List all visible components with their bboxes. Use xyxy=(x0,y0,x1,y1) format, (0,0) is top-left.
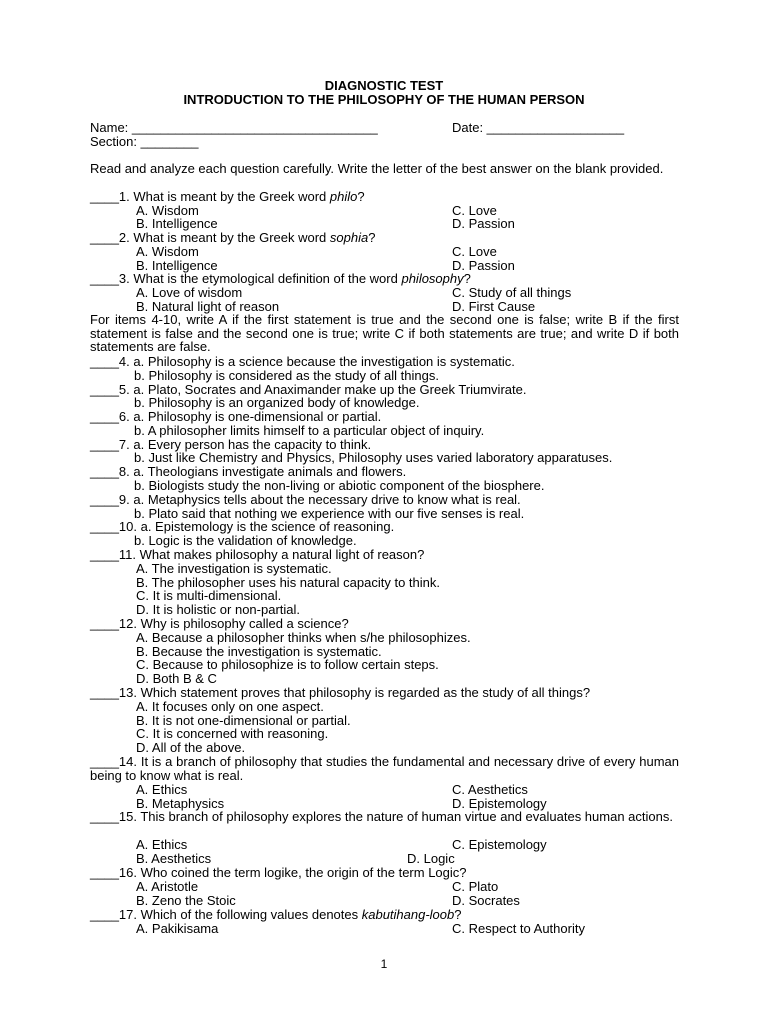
question-14-option-b: B. Metaphysics xyxy=(136,796,225,811)
question-16-stem: ____16. Who coined the term logike, the origin of the term Logic? xyxy=(90,865,467,880)
question-16-option-a: A. Aristotle xyxy=(136,879,199,894)
question-7-statement-b: b. Just like Chemistry and Physics, Philosophy uses varied laboratory apparatuses. xyxy=(134,450,613,465)
question-13-stem: ____13. Which statement proves that philosophy is regarded as the study of all things? xyxy=(90,685,591,700)
question-13-option-b: B. It is not one-dimensional or partial. xyxy=(136,713,351,728)
question-8-statement-a: ____8. a. Theologians investigate animals and flowers. xyxy=(90,464,407,479)
question-1-option-b: B. Intelligence xyxy=(136,216,218,231)
question-9-statement-b: b. Plato said that nothing we experience with our five senses is real. xyxy=(134,506,525,521)
question-3-stem: ____3. What is the etymological definition of the word philosophy? xyxy=(90,271,471,286)
question-11-option-a: A. The investigation is systematic. xyxy=(136,561,332,576)
question-3-option-d: D. First Cause xyxy=(452,299,536,314)
question-3-option-c: C. Study of all things xyxy=(452,285,572,300)
section-field: Section: ________ xyxy=(90,134,199,149)
question-6-statement-b: b. A philosopher limits himself to a particular object of inquiry. xyxy=(134,423,485,438)
question-13-option-d: D. All of the above. xyxy=(136,740,246,755)
question-15-option-a: A. Ethics xyxy=(136,837,188,852)
question-13-option-c: C. It is concerned with reasoning. xyxy=(136,726,329,741)
question-10-statement-b: b. Logic is the validation of knowledge. xyxy=(134,533,357,548)
question-1-option-c: C. Love xyxy=(452,203,497,218)
instructions: Read and analyze each question carefully. Write the letter of the best answer on the blank provided. xyxy=(90,161,664,176)
question-11-option-c: C. It is multi-dimensional. xyxy=(136,588,282,603)
question-15-option-b: B. Aesthetics xyxy=(136,851,212,866)
question-1-stem: ____1. What is meant by the Greek word philo? xyxy=(90,189,365,204)
question-15-stem: ____15. This branch of philosophy explores the nature of human virtue and evaluates human actions. xyxy=(90,809,673,824)
page-number: 1 xyxy=(380,957,388,971)
question-15-option-d: D. Logic xyxy=(407,851,455,866)
question-2-option-d: D. Passion xyxy=(452,258,515,273)
question-13-option-a: A. It focuses only on one aspect. xyxy=(136,699,324,714)
question-12-option-b: B. Because the investigation is systematic. xyxy=(136,644,382,659)
question-2-stem: ____2. What is meant by the Greek word sophia? xyxy=(90,230,376,245)
question-14-option-a: A. Ethics xyxy=(136,782,188,797)
question-15-option-c: C. Epistemology xyxy=(452,837,547,852)
question-5-statement-a: ____5. a. Plato, Socrates and Anaximander make up the Greek Triumvirate. xyxy=(90,382,527,397)
question-16-option-b: B. Zeno the Stoic xyxy=(136,893,236,908)
instructions-items-4-10: For items 4-10, write A if the first statement is true and the second one is false; write B if the first statement is false and the second one is true; write C if both statements are true; and write D if both statements are false. xyxy=(90,312,679,355)
question-11-option-d: D. It is holistic or non-partial. xyxy=(136,602,301,617)
question-14-stem: ____14. It is a branch of philosophy that studies the fundamental and necessary drive of every human being to know what is real. xyxy=(90,754,679,783)
question-11-option-b: B. The philosopher uses his natural capacity to think. xyxy=(136,575,440,590)
question-4-statement-a: ____4. a. Philosophy is a science because the investigation is systematic. xyxy=(90,354,515,369)
question-16-option-c: C. Plato xyxy=(452,879,499,894)
question-2-option-b: B. Intelligence xyxy=(136,258,218,273)
question-12-option-c: C. Because to philosophize is to follow certain steps. xyxy=(136,657,439,672)
question-11-stem: ____11. What makes philosophy a natural light of reason? xyxy=(90,547,425,562)
question-1-option-a: A. Wisdom xyxy=(136,203,199,218)
question-16-option-d: D. Socrates xyxy=(452,893,520,908)
date-field: Date: ___________________ xyxy=(452,120,625,135)
question-5-statement-b: b. Philosophy is an organized body of knowledge. xyxy=(134,395,420,410)
question-9-statement-a: ____9. a. Metaphysics tells about the necessary drive to know what is real. xyxy=(90,492,521,507)
question-14-option-c: C. Aesthetics xyxy=(452,782,528,797)
name-field: Name: __________________________________ xyxy=(90,120,378,135)
question-10-statement-a: ____10. a. Epistemology is the science of reasoning. xyxy=(90,519,395,534)
question-8-statement-b: b. Biologists study the non-living or abiotic component of the biosphere. xyxy=(134,478,545,493)
test-subtitle: INTRODUCTION TO THE PHILOSOPHY OF THE HUMAN PERSON xyxy=(183,92,585,107)
question-7-statement-a: ____7. a. Every person has the capacity to think. xyxy=(90,437,372,452)
question-4-statement-b: b. Philosophy is considered as the study of all things. xyxy=(134,368,439,383)
question-12-option-d: D. Both B & C xyxy=(136,671,217,686)
question-14-option-d: D. Epistemology xyxy=(452,796,547,811)
question-12-stem: ____12. Why is philosophy called a science? xyxy=(90,616,349,631)
question-3-option-a: A. Love of wisdom xyxy=(136,285,243,300)
question-6-statement-a: ____6. a. Philosophy is one-dimensional or partial. xyxy=(90,409,382,424)
question-17-option-c: C. Respect to Authority xyxy=(452,921,585,936)
question-17-option-a: A. Pakikisama xyxy=(136,921,219,936)
question-2-option-a: A. Wisdom xyxy=(136,244,199,259)
question-12-option-a: A. Because a philosopher thinks when s/he philosophizes. xyxy=(136,630,471,645)
question-1-option-d: D. Passion xyxy=(452,216,515,231)
question-17-stem: ____17. Which of the following values denotes kabutihang-loob? xyxy=(90,907,462,922)
test-title: DIAGNOSTIC TEST xyxy=(324,78,444,93)
question-3-option-b: B. Natural light of reason xyxy=(136,299,280,314)
question-2-option-c: C. Love xyxy=(452,244,497,259)
